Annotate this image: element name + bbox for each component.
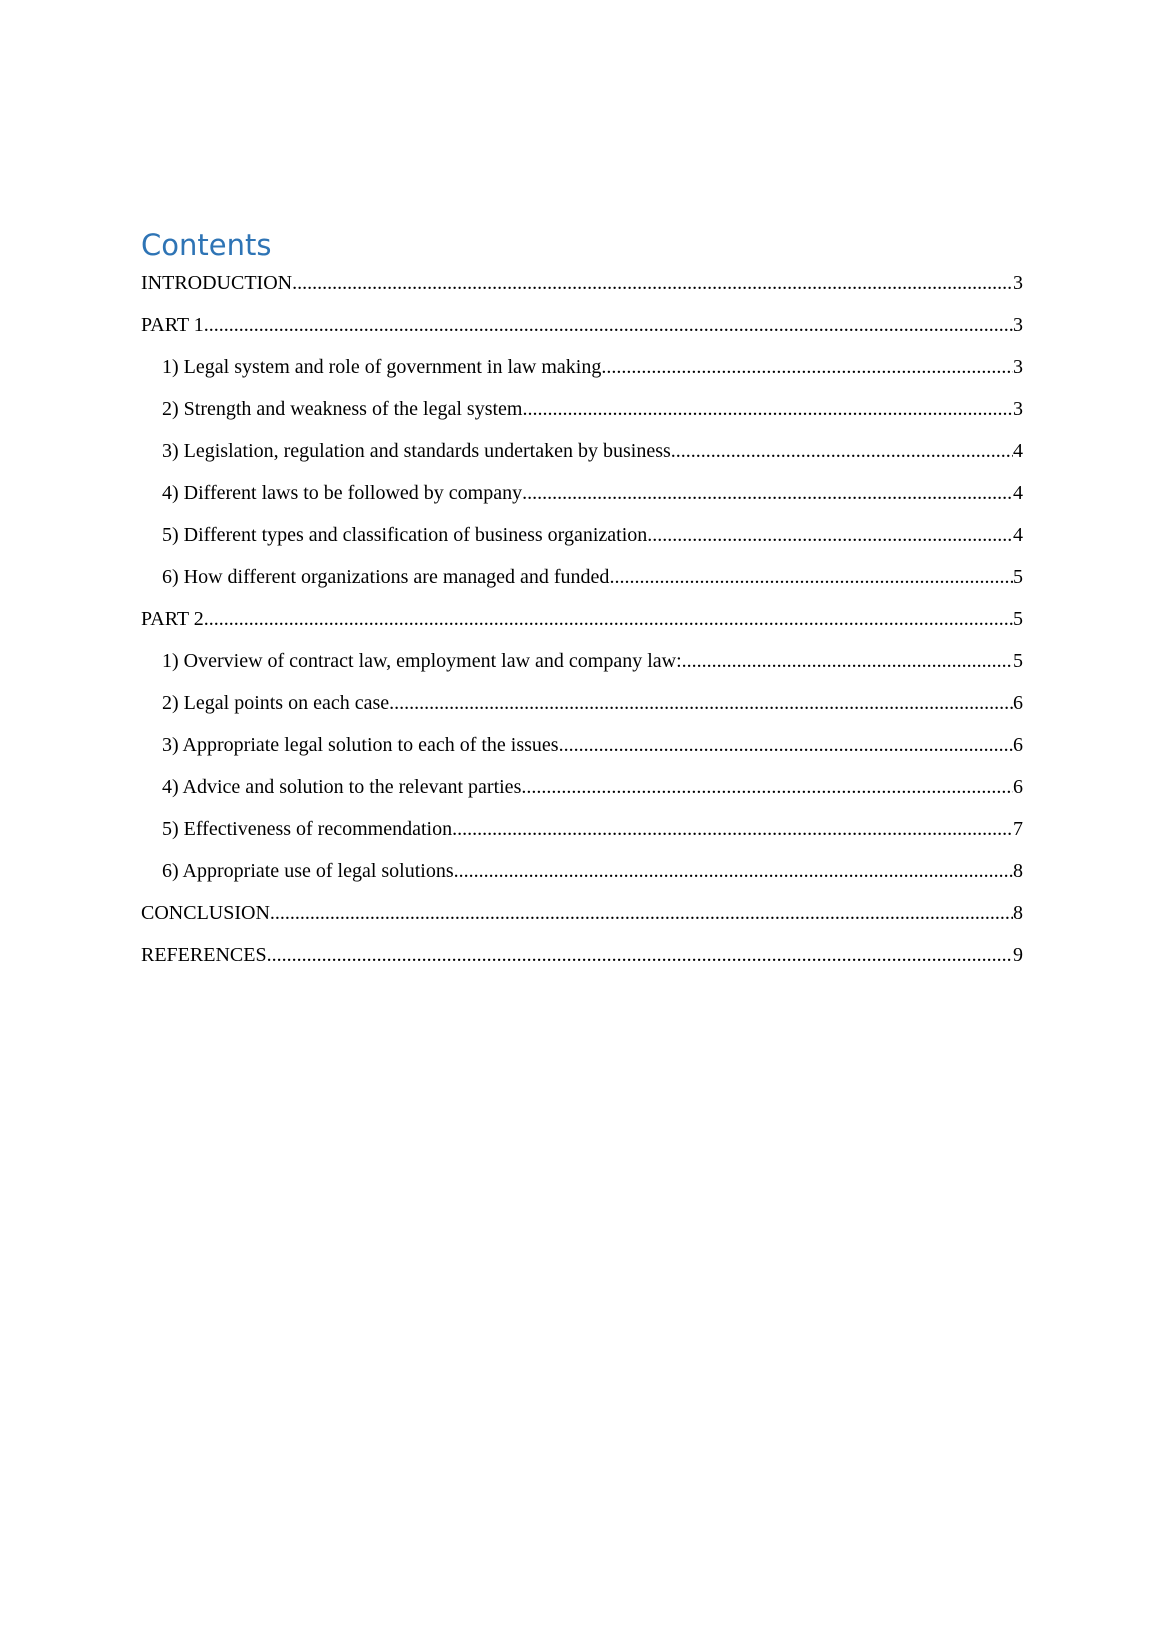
toc-page-number: 6	[1013, 734, 1023, 756]
toc-entry-title: INTRODUCTION	[141, 272, 293, 294]
toc-entry-introduction[interactable]	[141, 268, 1023, 310]
toc-page-number: 8	[1013, 860, 1023, 882]
toc-entry-title: 6) Appropriate use of legal solutions	[162, 860, 454, 882]
toc-entry-part-2-item-3[interactable]	[141, 730, 1023, 772]
toc-entry-title: REFERENCES	[141, 944, 267, 966]
toc-entry-part-1-item-2[interactable]	[141, 394, 1023, 436]
toc-dot-leader	[609, 562, 1013, 592]
toc-page-number: 9	[1013, 944, 1023, 966]
toc-dot-leader	[454, 856, 1013, 886]
toc-entry-title: 3) Legislation, regulation and standards undertaken by business	[162, 440, 671, 462]
toc-entry-title: 1) Overview of contract law, employment law and company law:	[162, 650, 682, 672]
toc-dot-leader	[647, 520, 1013, 550]
toc-entry-part-2-item-5[interactable]	[141, 814, 1023, 856]
toc-entry-part-1[interactable]	[141, 310, 1023, 352]
toc-page-number: 4	[1013, 524, 1023, 546]
toc-entry-title: PART 1	[141, 314, 204, 336]
table-of-contents	[141, 268, 1023, 982]
toc-dot-leader	[601, 352, 1013, 382]
toc-page-number: 3	[1013, 272, 1023, 294]
toc-entry-part-1-item-5[interactable]	[141, 520, 1023, 562]
toc-page-number: 3	[1013, 314, 1023, 336]
toc-entry-conclusion[interactable]	[141, 898, 1023, 940]
toc-entry-title: 6) How different organizations are managed and funded	[162, 566, 610, 588]
toc-entry-title: 5) Effectiveness of recommendation	[162, 818, 453, 840]
toc-dot-leader	[522, 478, 1013, 508]
toc-entry-title: 4) Advice and solution to the relevant parties	[162, 776, 522, 798]
toc-entry-part-2-item-2[interactable]	[141, 688, 1023, 730]
toc-dot-leader	[389, 688, 1013, 718]
toc-entry-title: 5) Different types and classification of business organization	[162, 524, 648, 546]
toc-page-number: 4	[1013, 482, 1023, 504]
toc-dot-leader	[452, 814, 1013, 844]
toc-entry-title: PART 2	[141, 608, 204, 630]
toc-entry-part-1-item-1[interactable]	[141, 352, 1023, 394]
toc-page-number: 6	[1013, 776, 1023, 798]
toc-entry-title: 2) Legal points on each case	[162, 692, 390, 714]
toc-entry-part-1-item-4[interactable]	[141, 478, 1023, 520]
toc-page-number: 3	[1013, 356, 1023, 378]
toc-entry-part-1-item-6[interactable]	[141, 562, 1023, 604]
toc-dot-leader	[204, 604, 1013, 634]
toc-page-number: 4	[1013, 440, 1023, 462]
toc-entry-title: CONCLUSION	[141, 902, 270, 924]
toc-entry-part-2-item-1[interactable]	[141, 646, 1023, 688]
toc-entry-title: 1) Legal system and role of government in law making	[162, 356, 602, 378]
toc-page-number: 6	[1013, 692, 1023, 714]
toc-dot-leader	[522, 394, 1013, 424]
toc-entry-part-1-item-3[interactable]	[141, 436, 1023, 478]
toc-page-number: 5	[1013, 608, 1023, 630]
toc-page-number: 5	[1013, 650, 1023, 672]
toc-dot-leader	[270, 898, 1013, 928]
toc-entry-part-2[interactable]	[141, 604, 1023, 646]
contents-heading: Contents	[141, 228, 272, 262]
toc-page-number: 5	[1013, 566, 1023, 588]
toc-entry-part-2-item-4[interactable]	[141, 772, 1023, 814]
toc-dot-leader	[521, 772, 1013, 802]
toc-entry-title: 3) Appropriate legal solution to each of the issues	[162, 734, 559, 756]
toc-page-number: 3	[1013, 398, 1023, 420]
toc-page-number: 8	[1013, 902, 1023, 924]
toc-page-number: 7	[1013, 818, 1023, 840]
toc-dot-leader	[204, 310, 1013, 340]
toc-entry-part-2-item-6[interactable]	[141, 856, 1023, 898]
toc-dot-leader	[682, 646, 1013, 676]
toc-entry-title: 4) Different laws to be followed by company	[162, 482, 523, 504]
toc-dot-leader	[267, 940, 1013, 970]
toc-entry-references[interactable]	[141, 940, 1023, 982]
toc-entry-title: 2) Strength and weakness of the legal system	[162, 398, 523, 420]
toc-dot-leader	[671, 436, 1013, 466]
toc-dot-leader	[559, 730, 1013, 760]
toc-dot-leader	[292, 268, 1013, 298]
